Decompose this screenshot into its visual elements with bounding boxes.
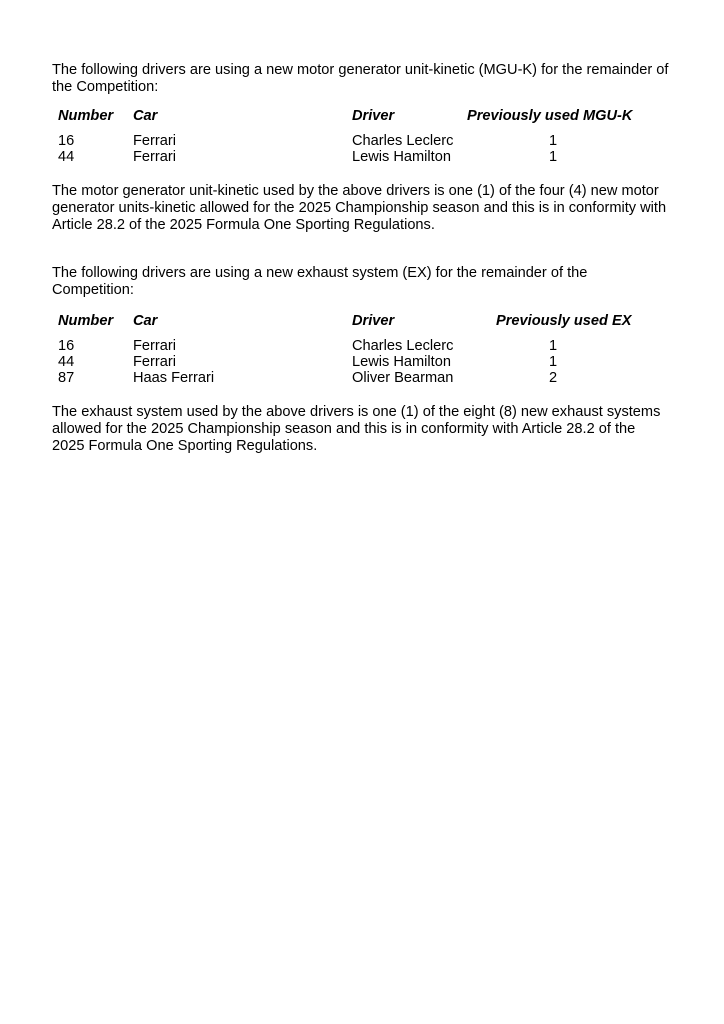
exhaust-note: The exhaust system used by the above drivers is one (1) of the eight (8) new exhaust systems allowed for the 2025 Championship season and this is in conformity with Article 28.2 of the 2025 Formula One Sporting Regulations. bbox=[52, 404, 661, 454]
mgu-k-header-car: Car bbox=[133, 108, 158, 124]
row-car: Ferrari bbox=[133, 133, 176, 149]
row-prev: 1 bbox=[548, 338, 558, 354]
exhaust-header-prev: Previously used EX bbox=[496, 313, 632, 329]
mgu-k-header-driver: Driver bbox=[352, 108, 395, 124]
row-prev: 1 bbox=[548, 149, 558, 165]
row-number: 16 bbox=[58, 133, 75, 149]
row-prev: 2 bbox=[548, 370, 558, 386]
row-driver: Charles Leclerc bbox=[352, 133, 454, 149]
row-car: Ferrari bbox=[133, 354, 176, 370]
mgu-k-header-prev: Previously used MGU-K bbox=[467, 108, 633, 124]
row-number: 44 bbox=[58, 149, 75, 165]
exhaust-intro: The following drivers are using a new exhaust system (EX) for the remainder of the Competition: bbox=[52, 265, 588, 298]
exhaust-header-car: Car bbox=[133, 313, 158, 329]
row-car: Ferrari bbox=[133, 338, 176, 354]
row-number: 87 bbox=[58, 370, 75, 386]
row-car: Haas Ferrari bbox=[133, 370, 215, 386]
row-number: 44 bbox=[58, 354, 75, 370]
row-prev: 1 bbox=[548, 354, 558, 370]
row-driver: Oliver Bearman bbox=[352, 370, 454, 386]
row-car: Ferrari bbox=[133, 149, 176, 165]
mgu-k-header-number: Number bbox=[58, 108, 114, 124]
row-driver: Lewis Hamilton bbox=[352, 149, 451, 165]
mgu-k-note: The motor generator unit-kinetic used by the above drivers is one (1) of the four (4) new motor generator units-kinetic allowed for the 2025 Championship season and this is in conformity with Article 28.2 of the 2025 Formula One Sporting Regulations. bbox=[52, 183, 667, 233]
exhaust-header-driver: Driver bbox=[352, 313, 395, 329]
row-prev: 1 bbox=[548, 133, 558, 149]
mgu-k-intro: The following drivers are using a new motor generator unit-kinetic (MGU-K) for the remainder of the Competition: bbox=[52, 62, 669, 95]
row-driver: Lewis Hamilton bbox=[352, 354, 451, 370]
exhaust-header-number: Number bbox=[58, 313, 114, 329]
row-number: 16 bbox=[58, 338, 75, 354]
row-driver: Charles Leclerc bbox=[352, 338, 454, 354]
